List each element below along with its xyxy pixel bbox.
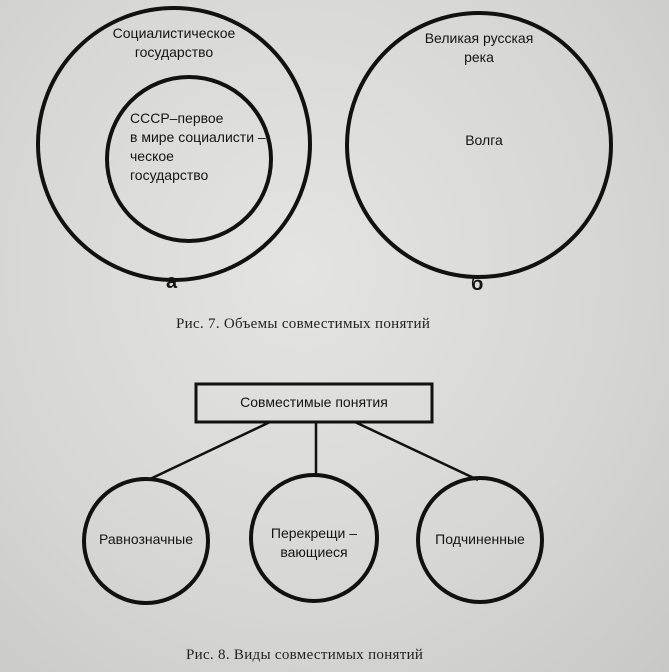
- inner-label-a: СССР–первое в мире социалисти – ческое государство: [130, 110, 266, 183]
- child-label-left: Равнозначные: [99, 531, 193, 547]
- figure7-caption: Рис. 7. Объемы совместимых понятий: [176, 316, 431, 332]
- figure8-caption: Рис. 8. Виды совместимых понятий: [186, 647, 424, 663]
- letter-a: а: [166, 271, 178, 293]
- letter-b: б: [471, 273, 484, 295]
- connector-right: [355, 422, 478, 480]
- outer-label-b: Великая русская река: [424, 30, 534, 65]
- outer-label-a: Социалистическое государство: [112, 25, 236, 60]
- child-label-right: Подчиненные: [435, 531, 525, 547]
- child-label-middle: Перекрещи – вающиеся: [270, 525, 358, 560]
- inner-label-b: Волга: [465, 132, 503, 148]
- connector-left: [148, 422, 270, 480]
- root-label: Совместимые понятия: [240, 394, 388, 410]
